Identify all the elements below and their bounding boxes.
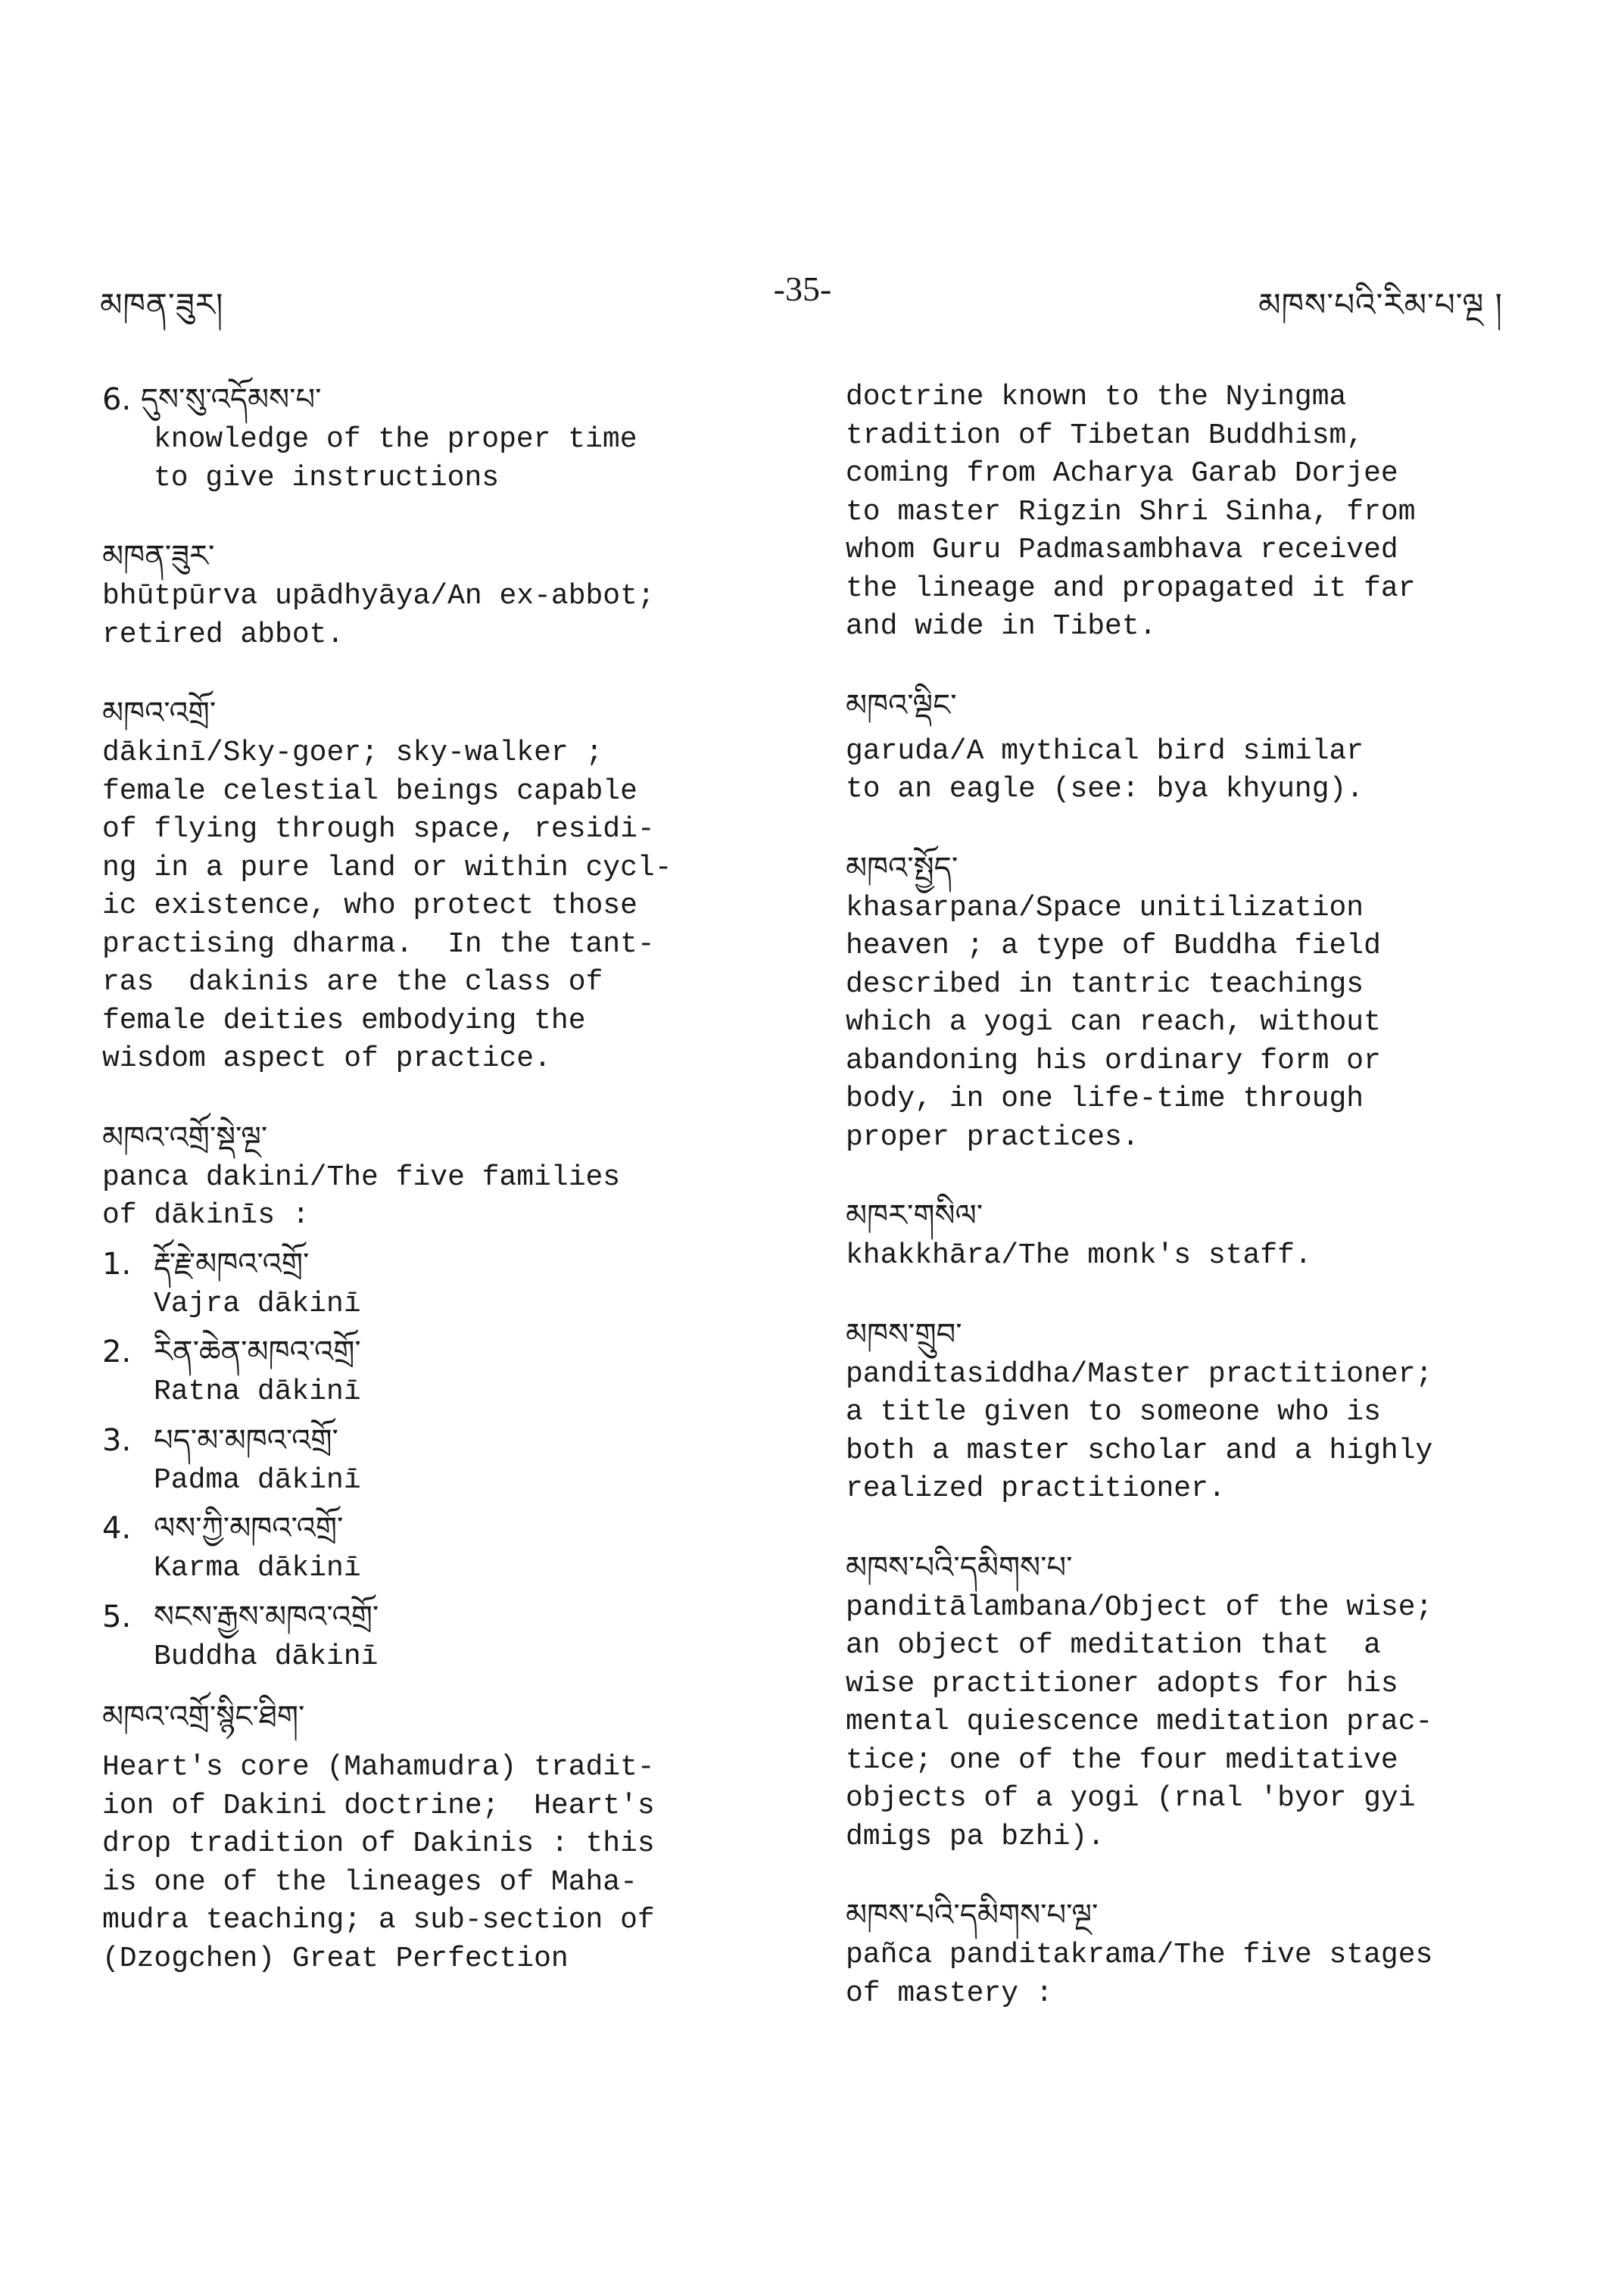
definition-line: objects of a yogi (rnal 'byor gyi	[846, 1782, 1416, 1815]
definition-line: dmigs pa bzhi).	[846, 1820, 1105, 1853]
definition-line: doctrine known to the Nyingma	[846, 381, 1347, 413]
entry-item-6	[102, 379, 768, 497]
right-column	[846, 379, 1527, 2033]
entry-headword: མཁའ་འགྲོ་སྡེ་ལྔ་	[102, 1120, 268, 1155]
definition-line: the lineage and propagated it far	[846, 572, 1416, 605]
definition-line: bhūtpūrva upādhyāya/An ex-abbot;	[102, 580, 655, 612]
left-column	[102, 379, 768, 1998]
definition-line: to an eagle (see: bya khyung).	[846, 773, 1364, 805]
item-english: Padma dākinī	[154, 1463, 361, 1497]
entry-five-dakini-families	[102, 1117, 768, 1677]
list-item	[102, 1419, 768, 1500]
header-right-tibetan: མཁས་པའི་རིམ་པ་ལྔ །	[1258, 286, 1503, 323]
item-number: 2.	[102, 1335, 132, 1369]
definition-line: abandoning his ordinary form or	[846, 1044, 1381, 1077]
definition-line: to master Rigzin Shri Sinha, from	[846, 495, 1416, 528]
entry-headword: མཁས་པའི་དམིགས་པ་ལྔ་	[846, 1898, 1099, 1933]
entry-headword: མཁའ་འགྲོ་སྙིང་ཐིག་	[102, 1699, 305, 1734]
definition-line: whom Guru Padmasambhava received	[846, 534, 1398, 566]
page-number: -35-	[773, 269, 832, 308]
definition-line: female deities embodying the	[102, 1004, 586, 1037]
entry-khandro-nyingthig	[102, 1696, 768, 1978]
definition-line: which a yogi can reach, without	[846, 1006, 1381, 1039]
definition-line: both a master scholar and a highly	[846, 1434, 1433, 1467]
entry-khargsil	[846, 1195, 1527, 1276]
item-english: Ratna dākinī	[154, 1375, 361, 1408]
entry-headword: མཁས་པའི་དམིགས་པ་	[846, 1550, 1073, 1585]
item-english: Vajra dākinī	[154, 1287, 361, 1320]
item-english: Buddha dākinī	[154, 1640, 379, 1673]
definition-line: coming from Acharya Garab Dorjee	[846, 457, 1398, 490]
definition-line: tice; one of the four meditative	[846, 1743, 1398, 1777]
entry-khandro	[102, 692, 768, 1079]
tibetan-term: སངས་རྒྱས་མཁའ་འགྲོ་	[154, 1599, 379, 1634]
definition-line: an object of meditation that a	[846, 1629, 1381, 1662]
definition-line: practising dharma. In the tant-	[102, 927, 655, 961]
definition-line: tradition of Tibetan Buddhism,	[846, 419, 1364, 452]
definition-line: and wide in Tibet.	[846, 610, 1157, 643]
definition-line: dākinī/Sky-goer; sky-walker ;	[102, 737, 603, 769]
item-number: 3.	[102, 1422, 132, 1458]
list-item	[102, 1243, 768, 1324]
item-number: 6.	[102, 382, 132, 417]
definition-line: knowledge of the proper time	[154, 423, 637, 456]
entry-headword: མཁའ་ལྡིང་	[846, 687, 957, 723]
definition-line: ng in a pure land or within cycl-	[102, 851, 672, 884]
definition-line: khakkhāra/The monk's staff.	[846, 1239, 1312, 1272]
entry-five-stages-mastery	[846, 1894, 1527, 2013]
definition-line: female celestial beings capable	[102, 774, 637, 808]
tibetan-term: པད་མ་མཁའ་འགྲོ་	[154, 1422, 338, 1458]
definition-line: ion of Dakini doctrine; Heart's	[102, 1789, 655, 1822]
definition-line: panca dakini/The five families	[102, 1161, 621, 1194]
list-item	[102, 1331, 768, 1412]
entry-khedrub	[846, 1313, 1527, 1509]
definition-line: khasarpana/Space unitilization	[846, 891, 1364, 924]
entry-headword: མཁར་གསིལ་	[846, 1198, 983, 1233]
list-item	[102, 1507, 768, 1588]
definition-line: a title given to someone who is	[846, 1396, 1381, 1428]
item-number: 1.	[102, 1246, 132, 1282]
entry-headword	[102, 379, 768, 421]
definition-line: of dākinīs :	[102, 1199, 310, 1232]
tibetan-term: དུས་སུ་འདོམས་པ་	[140, 382, 322, 417]
definition-line: mental quiescence meditation prac-	[846, 1706, 1433, 1738]
item-number: 4.	[102, 1511, 132, 1546]
definition-line: wise practitioner adopts for his	[846, 1667, 1398, 1700]
definition-line: ic existence, who protect those	[102, 889, 637, 922]
definition-line: realized practitioner.	[846, 1472, 1226, 1505]
definition-line: pañca panditakrama/The five stages	[846, 1939, 1433, 1971]
entry-headword: མཁའ་འགྲོ་	[102, 696, 217, 731]
entry-continuation	[846, 379, 1527, 646]
definition-line: to give instructions	[154, 461, 500, 494]
definition-line: body, in one life-time through	[846, 1083, 1364, 1115]
entry-khading	[846, 684, 1527, 809]
definition-line: heaven ; a type of Buddha field	[846, 930, 1381, 962]
entry-headword: མཁས་གྲུབ་	[846, 1316, 962, 1352]
definition-line: of flying through space, residi-	[102, 813, 655, 846]
entry-khan-zur	[102, 535, 768, 654]
tibetan-term: རིན་ཆེན་མཁའ་འགྲོ་	[154, 1335, 361, 1369]
definition-line: mudra teaching; a sub-section of	[102, 1904, 655, 1936]
item-number: 5.	[102, 1599, 132, 1634]
definition-line: drop tradition of Dakinis : this	[102, 1827, 655, 1860]
entry-headword: མཁན་ཟུར་	[102, 539, 215, 574]
tibetan-term: ལས་ཀྱི་མཁའ་འགྲོ་	[154, 1511, 344, 1546]
item-english: Karma dākinī	[154, 1552, 361, 1584]
definition-line: garuda/A mythical bird similar	[846, 734, 1364, 768]
definition-line: proper practices.	[846, 1120, 1139, 1154]
definition-line: retired abbot.	[102, 618, 344, 651]
definition-line: described in tantric teachings	[846, 967, 1364, 1001]
definition-line: ras dakinis are the class of	[102, 966, 603, 999]
definition-line: is one of the lineages of Maha-	[102, 1865, 637, 1899]
list-item	[102, 1596, 768, 1677]
tibetan-term: རྡོ་རྗེ་མཁའ་འགྲོ་	[154, 1246, 310, 1282]
definition-line: wisdom aspect of practice.	[102, 1042, 551, 1075]
definition-line: Heart's core (Mahamudra) tradit-	[102, 1751, 655, 1784]
entry-headword: མཁའ་སྤྱོད་	[846, 850, 959, 886]
definition-line: panditālambana/Object of the wise;	[846, 1590, 1433, 1624]
definition-line: (Dzogchen) Great Perfection	[102, 1942, 569, 1975]
header-left-tibetan: མཁན་ཟུར།	[100, 286, 224, 323]
definition-line: panditasiddha/Master practitioner;	[846, 1357, 1433, 1391]
definition-line: of mastery :	[846, 1977, 1053, 2010]
entry-khepai-migpa	[846, 1547, 1527, 1857]
entry-khachod	[846, 847, 1527, 1157]
